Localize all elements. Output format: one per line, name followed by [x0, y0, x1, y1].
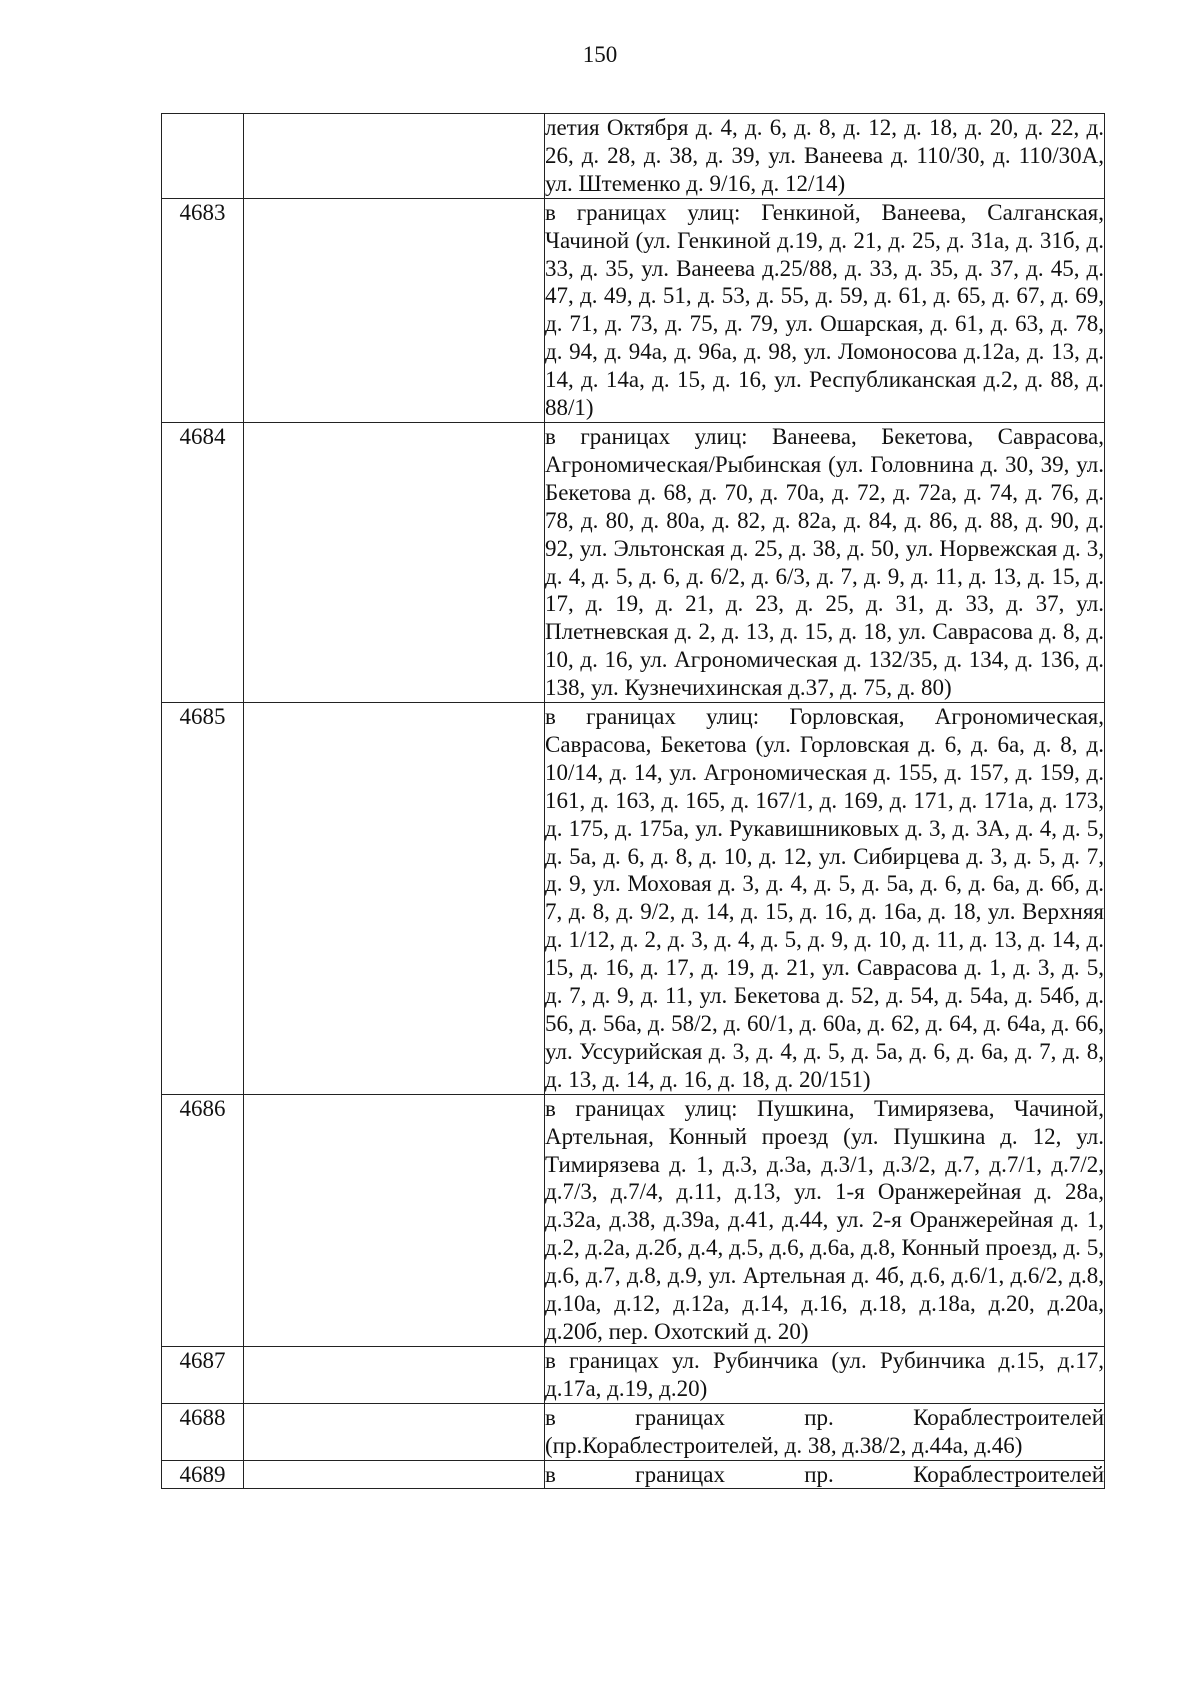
row-number: 4689 [162, 1460, 244, 1489]
address-table [161, 113, 1105, 1489]
address-list: в границах улиц: Пушкина, Тимирязева, Чачиной, Артельная, Конный проезд (ул. Пушкина д. 12, ул. Тимирязева д. 1, д.3, д.3а, д.3/1, д.3/2, д.7, д.7/1, д.7/2, д.7/3, д.7/4, д.11, д.13, ул. 1-я Оранжерейная д. 28а, д.32а, д.38, д.39а, д.41, д.44, ул. 2-я Оранжерейная д. 1, д.2, д.2а, д.2б, д.4, д.5, д.6, д.6а, д.8, Конный проезд, д. 5, д.6, д.7, д.8, д.9, ул. Артельная д. 4б, д.6, д.6/1, д.6/2, д.8, д.10а, д.12, д.12а, д.14, д.16, д.18, д.18а, д.20, д.20а, д.20б, пер. Охотский д. 20) [545, 1094, 1105, 1346]
empty-cell [244, 1403, 545, 1460]
row-number: 4688 [162, 1403, 244, 1460]
empty-cell [244, 1094, 545, 1346]
page-number: 150 [582, 42, 618, 67]
address-list: летия Октября д. 4, д. 6, д. 8, д. 12, д. 18, д. 20, д. 22, д. 26, д. 28, д. 38, д. 39, ул. Ванеева д. 110/30, д. 110/30А, ул. Штеменко д. 9/16, д. 12/14) [545, 114, 1105, 199]
address-list: в границах пр. Кораблестроителей [545, 1460, 1105, 1489]
row-number [162, 114, 244, 199]
row-number: 4687 [162, 1346, 244, 1403]
row-number: 4686 [162, 1094, 244, 1346]
address-list: в границах улиц: Генкиной, Ванеева, Салганская, Чачиной (ул. Генкиной д.19, д. 21, д. 25, д. 31а, д. 31б, д. 33, д. 35, ул. Ванеева д.25/88, д. 33, д. 35, д. 37, д. 45, д. 47, д. 49, д. 51, д. 53, д. 55, д. 59, д. 61, д. 65, д. 67, д. 69, д. 71, д. 73, д. 75, д. 79, ул. Ошарская, д. 61, д. 63, д. 78, д. 94, д. 94а, д. 96а, д. 98, ул. Ломоносова д.12а, д. 13, д. 14, д. 14а, д. 15, д. 16, ул. Республиканская д.2, д. 88, д. 88/1) [545, 198, 1105, 422]
table-row [162, 422, 1105, 702]
table-row [162, 1346, 1105, 1403]
address-list: в границах улиц: Ванеева, Бекетова, Саврасова, Агрономическая/Рыбинская (ул. Головнина д. 30, 39, ул. Бекетова д. 68, д. 70, д. 70а, д. 72, д. 72а, д. 74, д. 76, д. 78, д. 80, д. 80а, д. 82, д. 82а, д. 84, д. 86, д. 88, д. 90, д. 92, ул. Эльтонская д. 25, д. 38, д. 50, ул. Норвежская д. 3, д. 4, д. 5, д. 6, д. 6/2, д. 6/3, д. 7, д. 9, д. 11, д. 13, д. 15, д. 17, д. 19, д. 21, д. 23, д. 25, д. 31, д. 33, д. 37, ул. Плетневская д. 2, д. 13, д. 15, д. 18, ул. Саврасова д. 8, д. 10, д. 16, ул. Агрономическая д. 132/35, д. 134, д. 136, д. 138, ул. Кузнечихинская д.37, д. 75, д. 80) [545, 422, 1105, 702]
address-list: в границах пр. Кораблестроителей (пр.Кораблестроителей, д. 38, д.38/2, д.44а, д.46) [545, 1403, 1105, 1460]
table-row [162, 198, 1105, 422]
empty-cell [244, 703, 545, 1095]
table-row [162, 114, 1105, 199]
row-number: 4685 [162, 703, 244, 1095]
row-number: 4683 [162, 198, 244, 422]
empty-cell [244, 1346, 545, 1403]
table-row [162, 1403, 1105, 1460]
empty-cell [244, 114, 545, 199]
table-row [162, 1094, 1105, 1346]
empty-cell [244, 1460, 545, 1489]
row-number: 4684 [162, 422, 244, 702]
empty-cell [244, 198, 545, 422]
address-list: в границах улиц: Горловская, Агрономическая, Саврасова, Бекетова (ул. Горловская д. 6, д. 6а, д. 8, д. 10/14, д. 14, ул. Агрономическая д. 155, д. 157, д. 159, д. 161, д. 163, д. 165, д. 167/1, д. 169, д. 171, д. 171а, д. 173, д. 175, д. 175а, ул. Рукавишниковых д. 3, д. 3А, д. 4, д. 5, д. 5а, д. 6, д. 8, д. 10, д. 12, ул. Сибирцева д. 3, д. 5, д. 7, д. 9, ул. Моховая д. 3, д. 4, д. 5, д. 5а, д. 6, д. 6а, д. 6б, д. 7, д. 8, д. 9/2, д. 14, д. 15, д. 16, д. 16а, д. 18, ул. Верхняя д. 1/12, д. 2, д. 3, д. 4, д. 5, д. 9, д. 10, д. 11, д. 13, д. 14, д. 15, д. 16, д. 17, д. 19, д. 21, ул. Саврасова д. 1, д. 3, д. 5, д. 7, д. 9, д. 11, ул. Бекетова д. 52, д. 54, д. 54а, д. 54б, д. 56, д. 56а, д. 58/2, д. 60/1, д. 60а, д. 62, д. 64, д. 64а, д. 66, ул. Уссурийская д. 3, д. 4, д. 5, д. 5а, д. 6, д. 6а, д. 7, д. 8, д. 13, д. 14, д. 16, д. 18, д. 20/151) [545, 703, 1105, 1095]
table-row [162, 703, 1105, 1095]
table-row [162, 1460, 1105, 1489]
empty-cell [244, 422, 545, 702]
address-list: в границах ул. Рубинчика (ул. Рубинчика д.15, д.17, д.17а, д.19, д.20) [545, 1346, 1105, 1403]
